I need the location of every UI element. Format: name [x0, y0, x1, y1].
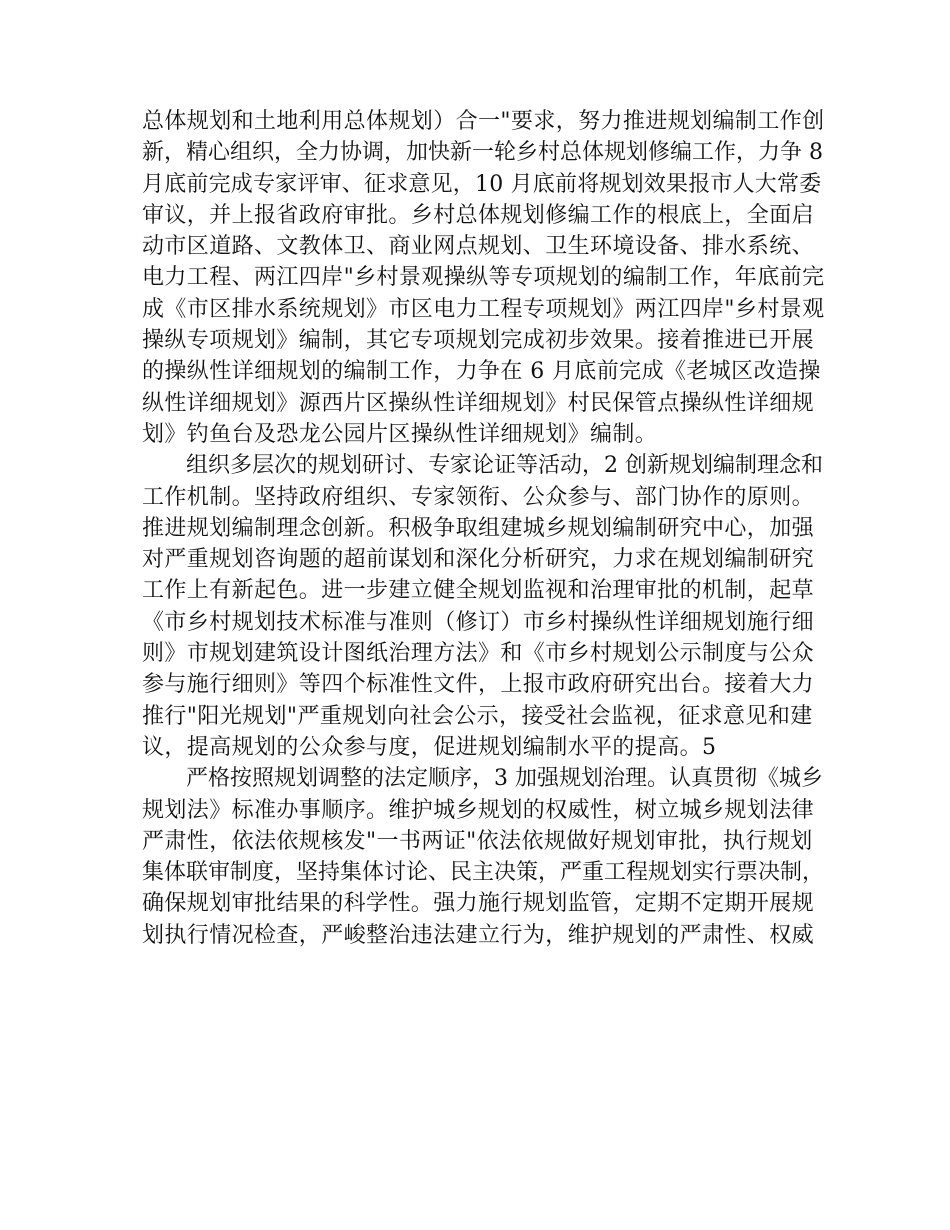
text-line: 操纵专项规划》编制，其它专项规划完成初步效果。接着推进已开展: [142, 328, 815, 354]
paragraph: [142, 763, 827, 951]
text-line: 新，精心组织，全力协调，加快新一轮乡村总体规划修编工作，力争 8: [142, 140, 823, 166]
text-line: 规划法》标准办事顺序。维护城乡规划的权威性，树立城乡规划法律: [142, 797, 815, 823]
text-line: 的操纵性详细规划的编制工作，力争在 6 月底前完成《老城区改造操: [142, 359, 821, 385]
text-line: 月底前完成专家评审、征求意见，10 月底前将规划效果报市人大常委: [142, 171, 822, 197]
text-line: 议，提高规划的公众参与度，促进规划编制水平的提高。5: [142, 734, 717, 760]
text-line: 工作机制。坚持政府组织、专家领衔、公众参与、部门协作的原则。: [142, 484, 815, 510]
text-line: 《市乡村规划技术标准与准则（修订）市乡村操纵性详细规划施行细: [142, 609, 815, 635]
text-line: 对严重规划咨询题的超前谋划和深化分析研究，力求在规划编制研究: [142, 547, 815, 573]
text-line: 工作上有新起色。进一步建立健全规划监视和治理审批的机制，起草: [142, 578, 815, 604]
text-line: 动市区道路、文教体卫、商业网点规划、卫生环境设备、排水系统、: [142, 234, 815, 260]
text-line: 推行"阳光规划"严重规划向社会公示，接受社会监视，征求意见和建: [142, 703, 813, 729]
text-line: 纵性详细规划》源西片区操纵性详细规划》村民保管点操纵性详细规: [142, 390, 815, 416]
text-line: 划》钓鱼台及恐龙公园片区操纵性详细规划》编制。: [142, 421, 658, 447]
text-line: 总体规划和土地利用总体规划）合一"要求，努力推进规划编制工作创: [142, 109, 825, 134]
text-line: 审议，并上报省政府审批。乡村总体规划修编工作的根底上，全面启: [142, 202, 815, 228]
text-line: 严格按照规划调整的法定顺序，3 加强规划治理。认真贯彻《城乡: [186, 766, 823, 792]
text-line: 参与施行细则》等四个标准性文件，上报市政府研究出台。接着大力: [142, 672, 815, 698]
text-line: 电力工程、两江四岸"乡村景观操纵等专项规划的编制工作，年底前完: [142, 265, 825, 291]
body-text: [142, 106, 827, 951]
text-line: 组织多层次的规划研讨、专家论证等活动，2 创新规划编制理念和: [186, 453, 823, 479]
text-line: 则》市规划建筑设计图纸治理方法》和《市乡村规划公示制度与公众: [142, 641, 815, 667]
text-line: 确保规划审批结果的科学性。强力施行规划监管，定期不定期开展规: [142, 891, 815, 917]
text-line: 成《市区排水系统规划》市区电力工程专项规划》两江四岸"乡村景观: [142, 296, 825, 322]
text-line: 集体联审制度，坚持集体讨论、民主决策，严重工程规划实行票决制，: [142, 860, 825, 886]
paragraph: [142, 450, 827, 763]
text-line: 推进规划编制理念创新。积极争取组建城乡规划编制研究中心，加强: [142, 515, 815, 541]
text-line: 严肃性，依法依规核发"一书两证"依法依规做好规划审批，执行规划: [142, 828, 813, 854]
paragraph: [142, 106, 827, 450]
text-line: 划执行情况检查，严峻整治违法建立行为，维护规划的严肃性、权威: [142, 922, 815, 948]
